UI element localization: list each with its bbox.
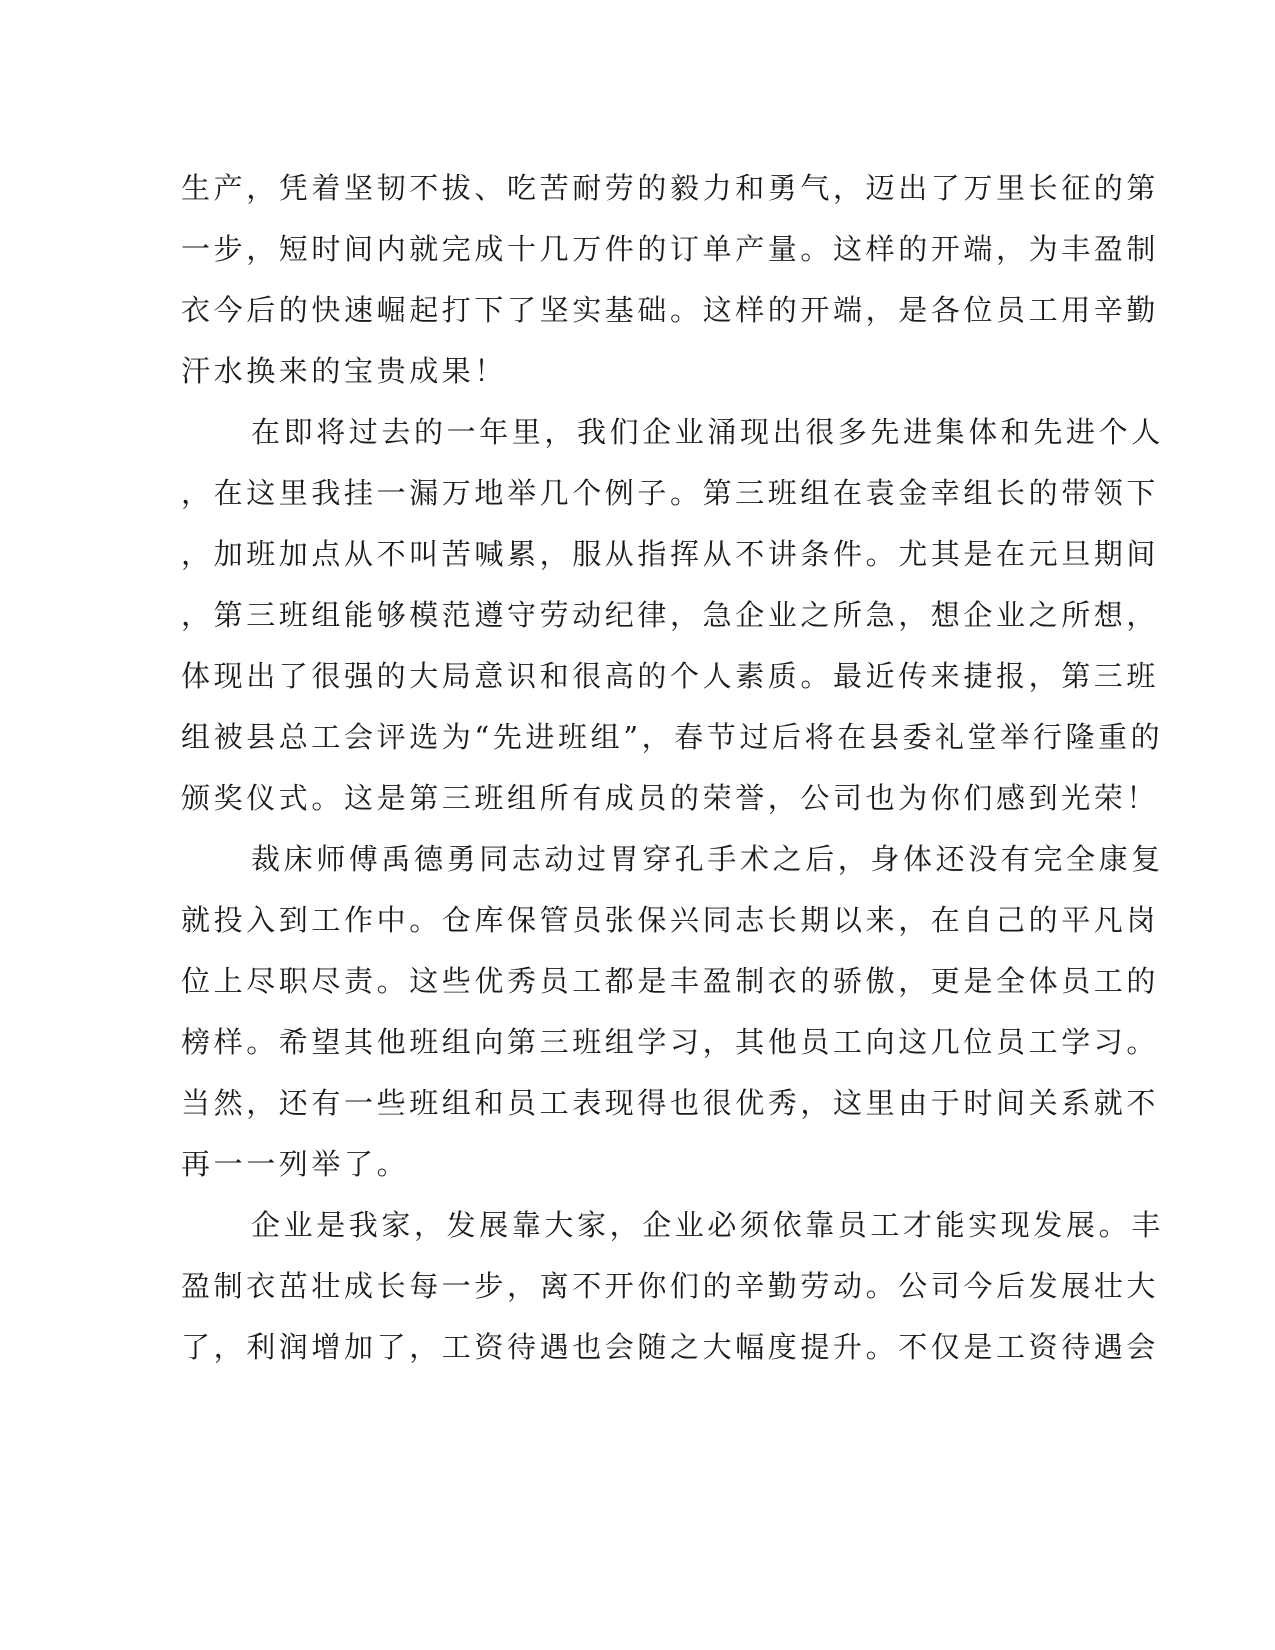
- text-line: ，在这里我挂一漏万地举几个例子。第三班组在袁金幸组长的带领下: [181, 476, 1160, 510]
- text-line: ，第三班组能够模范遵守劳动纪律，急企业之所急，想企业之所想，: [181, 598, 1160, 632]
- text-line: 衣今后的快速崛起打下了坚实基础。这样的开端，是各位员工用辛勤: [181, 293, 1160, 327]
- text-line: 位上尽职尽责。这些优秀员工都是丰盈制衣的骄傲，更是全体员工的: [181, 964, 1160, 998]
- paragraph-first-line: 企业是我家，发展靠大家，企业必须依靠员工才能实现发展。丰: [251, 1208, 1164, 1242]
- text-line: 了，利润增加了，工资待遇也会随之大幅度提升。不仅是工资待遇会: [181, 1330, 1160, 1364]
- text-line: 当然，还有一些班组和员工表现得也很优秀，这里由于时间关系就不: [181, 1086, 1160, 1120]
- text-line: 颁奖仪式。这是第三班组所有成员的荣誉，公司也为你们感到光荣！: [181, 781, 1160, 815]
- paragraph-first-line: 在即将过去的一年里，我们企业涌现出很多先进集体和先进个人: [251, 415, 1164, 449]
- text-line: 榜样。希望其他班组向第三班组学习，其他员工向这几位员工学习。: [181, 1025, 1160, 1059]
- paragraph-first-line: 裁床师傅禹德勇同志动过胃穿孔手术之后，身体还没有完全康复: [251, 842, 1164, 876]
- text-line: 一步，短时间内就完成十几万件的订单产量。这样的开端，为丰盈制: [181, 232, 1160, 266]
- text-line: 就投入到工作中。仓库保管员张保兴同志长期以来，在自己的平凡岗: [181, 903, 1160, 937]
- text-line: 盈制衣茁壮成长每一步，离不开你们的辛勤劳动。公司今后发展壮大: [181, 1269, 1160, 1303]
- text-line: 生产，凭着坚韧不拔、吃苦耐劳的毅力和勇气，迈出了万里长征的第: [181, 171, 1160, 205]
- body-text: [181, 158, 1164, 1378]
- text-line: 体现出了很强的大局意识和很高的个人素质。最近传来捷报，第三班: [181, 659, 1160, 693]
- text-line: ，加班加点从不叫苦喊累，服从指挥从不讲条件。尤其是在元旦期间: [181, 537, 1160, 571]
- text-line: 再一一列举了。: [181, 1147, 410, 1181]
- text-line: 组被县总工会评选为“先进班组”，春节过后将在县委礼堂举行隆重的: [181, 720, 1164, 754]
- text-line: 汗水换来的宝贵成果！: [181, 354, 508, 388]
